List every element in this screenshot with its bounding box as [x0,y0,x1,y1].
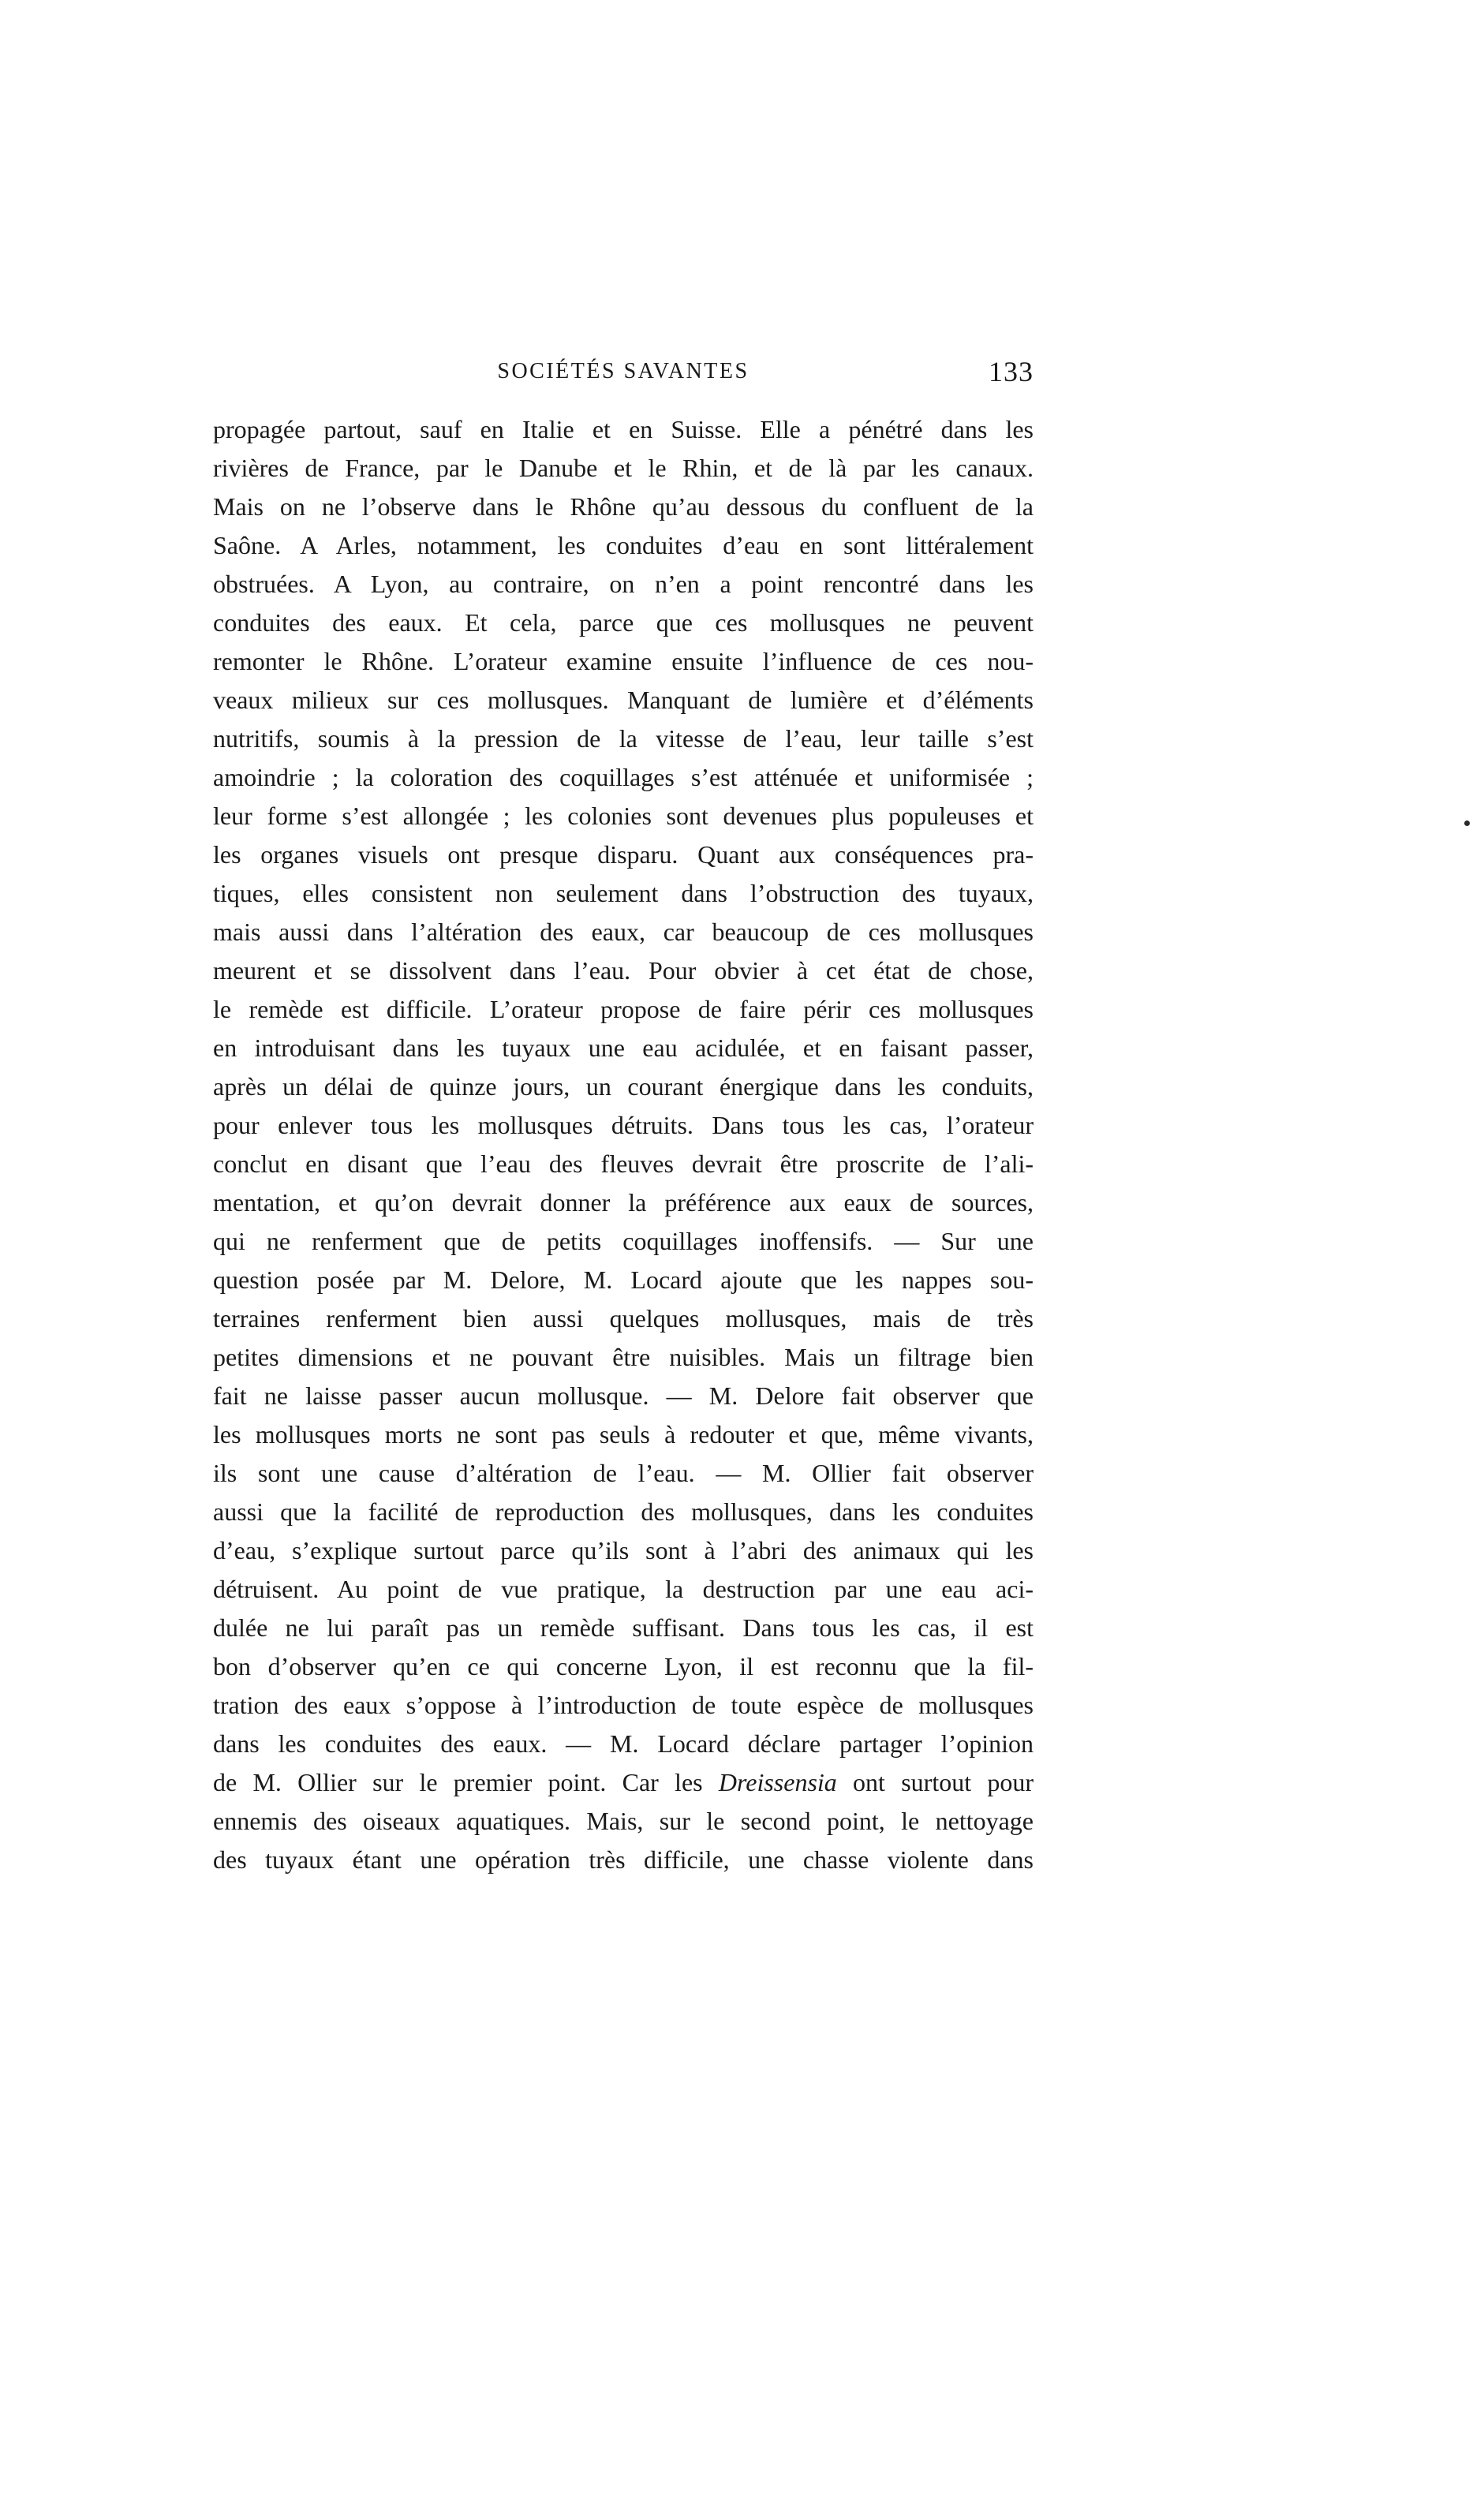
running-head [213,352,1034,391]
page-number: 133 [989,356,1034,387]
text-line: ils sont une cause d’altération de l’eau. — M. Ollier fait observer [213,1459,1034,1487]
text-line: des tuyaux étant une opération très difficile, une chasse violente dans [213,1845,1034,1874]
running-title: SOCIÉTÉS SAVANTES [497,359,749,383]
text-line: amoindrie ; la coloration des coquillages s’est atténuée et uniformisée ; [213,763,1034,791]
text-line: conclut en disant que l’eau des fleuves devrait être proscrite de l’ali- [213,1149,1034,1178]
text-line: ennemis des oiseaux aquatiques. Mais, sur le second point, le nettoyage [213,1807,1034,1835]
text-line: fait ne laisse passer aucun mollusque. — M. Delore fait observer que [213,1381,1034,1410]
text-line: aussi que la facilité de reproduction des mollusques, dans les conduites [213,1497,1034,1526]
text-line: le remède est difficile. L’orateur propose de faire périr ces mollusques [213,995,1034,1023]
text-line: rivières de France, par le Danube et le Rhin, et de là par les canaux. [213,454,1034,482]
text-line: qui ne renferment que de petits coquillages inoffensifs. — Sur une [213,1227,1034,1255]
text-line: nutritifs, soumis à la pression de la vitesse de l’eau, leur taille s’est [213,724,1034,753]
text-line: pour enlever tous les mollusques détruits. Dans tous les cas, l’orateur [213,1111,1034,1139]
text-line: tiques, elles consistent non seulement dans l’obstruction des tuyaux, [213,879,1034,907]
text-line: tration des eaux s’oppose à l’introduction de toute espèce de mollusques [213,1691,1034,1719]
text-fragment: ont surtout pour [836,1768,1034,1796]
text-line: remonter le Rhône. L’orateur examine ensuite l’influence de ces nou- [213,647,1034,675]
text-line: les organes visuels ont presque disparu. Quant aux conséquences pra- [213,840,1034,869]
text-line: d’eau, s’explique surtout parce qu’ils sont à l’abri des animaux qui les [213,1536,1034,1564]
text-line: propagée partout, sauf en Italie et en Suisse. Elle a pénétré dans les [213,415,1034,443]
species-name-italic: Dreissensia [718,1768,837,1796]
text-line: meurent et se dissolvent dans l’eau. Pour obvier à cet état de chose, [213,956,1034,985]
text-line: dulée ne lui paraît pas un remède suffisant. Dans tous les cas, il est [213,1613,1034,1642]
text-line: après un délai de quinze jours, un courant énergique dans les conduits, [213,1072,1034,1101]
text-line: conduites des eaux. Et cela, parce que ces mollusques ne peuvent [213,608,1034,637]
body-text [213,410,1034,1879]
text-line: Mais on ne l’observe dans le Rhône qu’au dessous du confluent de la [213,492,1034,521]
text-line: obstruées. A Lyon, au contraire, on n’en a point rencontré dans les [213,570,1034,598]
text-line: mais aussi dans l’altération des eaux, car beaucoup de ces mollusques [213,918,1034,946]
text-line: question posée par M. Delore, M. Locard ajoute que les nappes sou- [213,1265,1034,1294]
text-line: petites dimensions et ne pouvant être nuisibles. Mais un filtrage bien [213,1343,1034,1371]
text-line: leur forme s’est allongée ; les colonies sont devenues plus populeuses et [213,802,1034,830]
text-line: détruisent. Au point de vue pratique, la destruction par une eau aci- [213,1575,1034,1603]
text-line: dans les conduites des eaux. — M. Locard déclare partager l’opinion [213,1729,1034,1758]
text-line-with-italic [213,1763,1034,1802]
text-line: les mollusques morts ne sont pas seuls à redouter et que, même vivants, [213,1420,1034,1448]
text-line: mentation, et qu’on devrait donner la préférence aux eaux de sources, [213,1188,1034,1217]
text-line: terraines renferment bien aussi quelques mollusques, mais de très [213,1304,1034,1333]
ink-speck [1464,820,1470,826]
text-line: bon d’observer qu’en ce qui concerne Lyon, il est reconnu que la fil- [213,1652,1034,1680]
text-fragment: de M. Ollier sur le premier point. Car les [213,1768,719,1796]
text-line: Saône. A Arles, notamment, les conduites d’eau en sont littéralement [213,531,1034,559]
text-line: en introduisant dans les tuyaux une eau acidulée, et en faisant passer, [213,1034,1034,1062]
text-line: veaux milieux sur ces mollusques. Manquant de lumière et d’éléments [213,686,1034,714]
